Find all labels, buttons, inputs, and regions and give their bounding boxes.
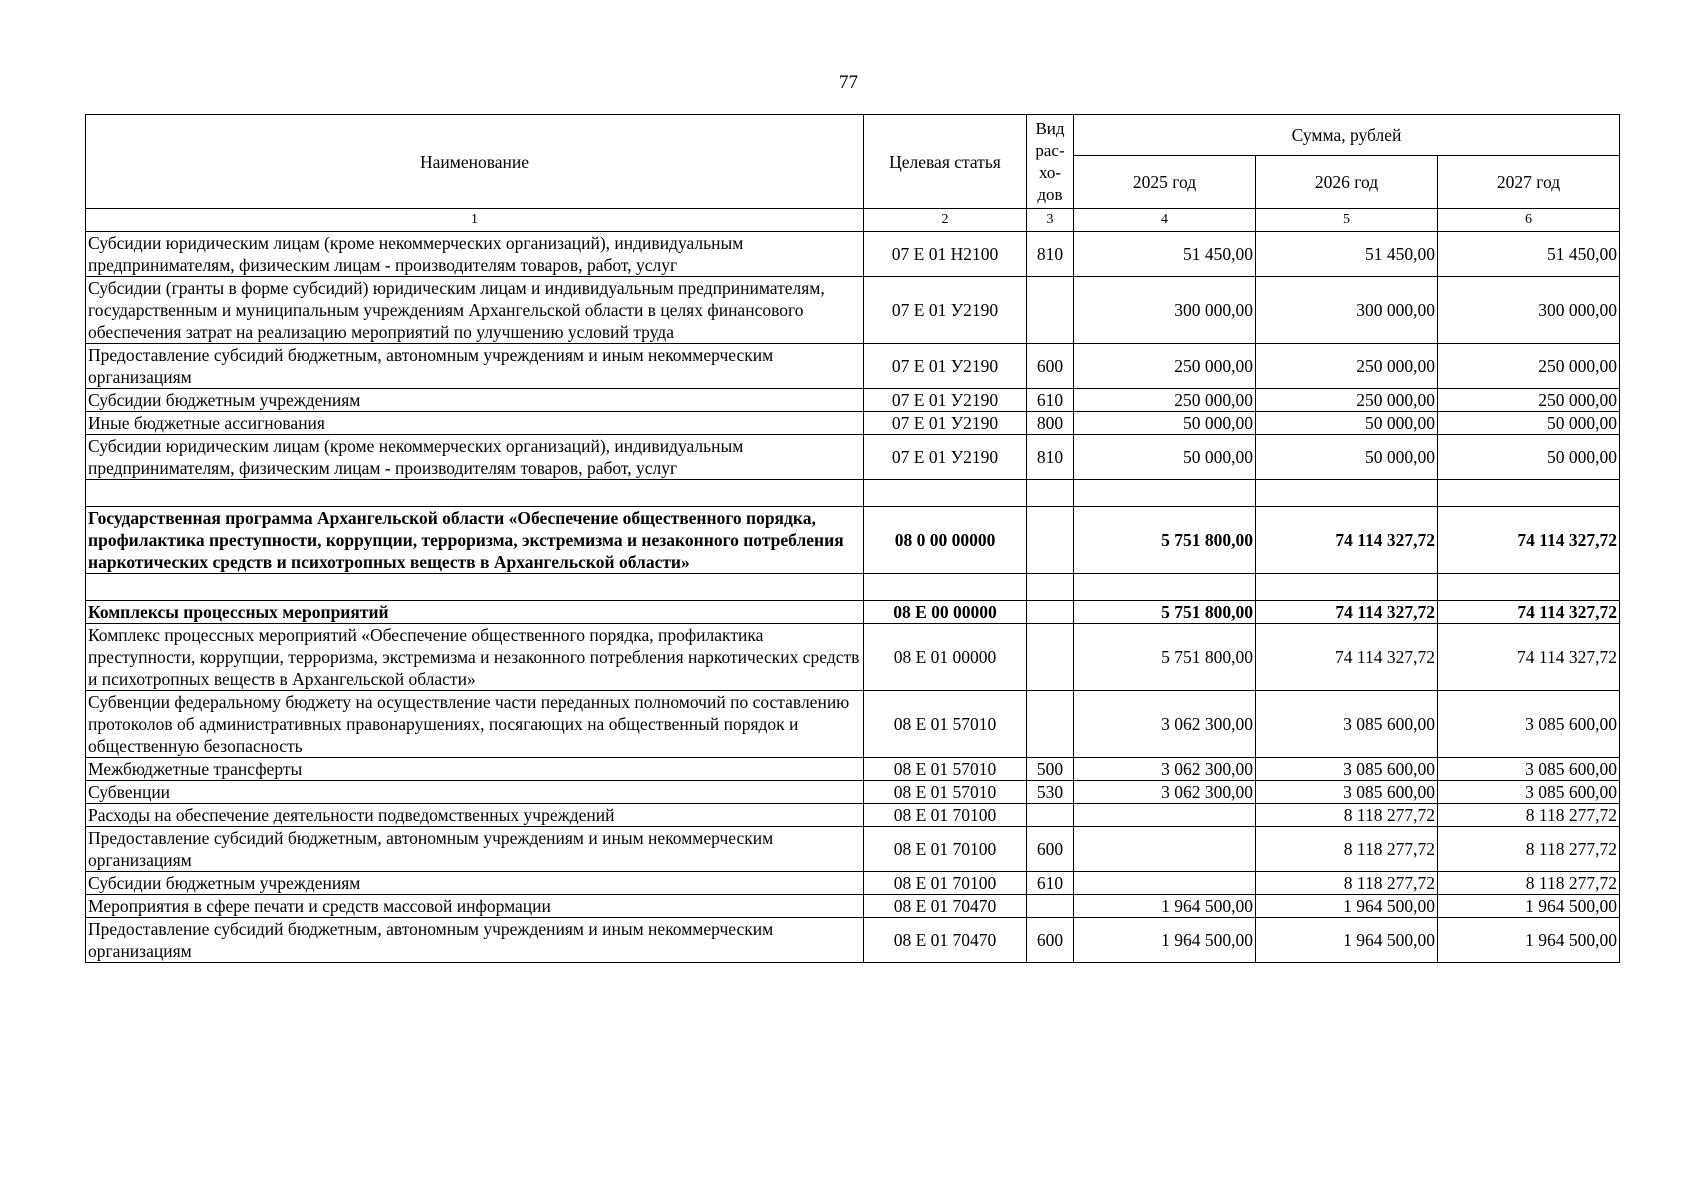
row-target-code: 08 Е 01 70470 — [864, 895, 1027, 918]
table-header — [86, 115, 1620, 232]
row-amount-2026: 250 000,00 — [1256, 389, 1438, 412]
row-expense-kind: 530 — [1027, 781, 1074, 804]
row-amount-2026: 3 085 600,00 — [1256, 758, 1438, 781]
row-target-code: 08 Е 01 57010 — [864, 781, 1027, 804]
row-amount-2027: 51 450,00 — [1438, 232, 1620, 277]
row-name: Предоставление субсидий бюджетным, автономным учреждениям и иным некоммерческим организациям — [86, 827, 864, 872]
row-name: Межбюджетные трансферты — [86, 758, 864, 781]
table-row-complexes — [86, 601, 1620, 624]
row-target-code: 08 Е 01 00000 — [864, 624, 1027, 691]
row-amount-2026: 74 114 327,72 — [1256, 507, 1438, 574]
row-expense-kind — [1027, 601, 1074, 624]
row-amount-2027: 50 000,00 — [1438, 435, 1620, 480]
row-name: Расходы на обеспечение деятельности подведомственных учреждений — [86, 804, 864, 827]
row-name: Субсидии юридическим лицам (кроме некоммерческих организаций), индивидуальным предпринимателям, физическим лицам - производителям товаров, работ, услуг — [86, 232, 864, 277]
row-expense-kind — [1027, 507, 1074, 574]
table-row — [86, 389, 1620, 412]
row-target-code: 08 Е 01 70100 — [864, 872, 1027, 895]
column-numbers-row — [86, 209, 1620, 232]
spacer-row — [86, 574, 1620, 601]
column-number: 6 — [1438, 209, 1620, 232]
row-amount-2027: 3 085 600,00 — [1438, 758, 1620, 781]
header-target: Целевая статья — [864, 115, 1027, 209]
row-amount-2025: 1 964 500,00 — [1074, 918, 1256, 963]
row-target-code: 07 Е 01 Н2100 — [864, 232, 1027, 277]
column-number: 2 — [864, 209, 1027, 232]
row-name: Субсидии бюджетным учреждениям — [86, 872, 864, 895]
row-expense-kind: 810 — [1027, 232, 1074, 277]
row-amount-2027: 8 118 277,72 — [1438, 872, 1620, 895]
row-name: Субсидии (гранты в форме субсидий) юридическим лицам и индивидуальным предпринимателям, государственным и муниципальным учреждениям Архангельской области в целях финансового обеспечения затрат на реализацию мероприятий по улучшению условий труда — [86, 277, 864, 344]
row-amount-2027: 74 114 327,72 — [1438, 507, 1620, 574]
row-target-code: 08 Е 01 57010 — [864, 691, 1027, 758]
page-number: 77 — [839, 72, 858, 93]
column-number: 3 — [1027, 209, 1074, 232]
row-name: Субсидии юридическим лицам (кроме некоммерческих организаций), индивидуальным предпринимателям, физическим лицам - производителям товаров, работ, услуг — [86, 435, 864, 480]
row-amount-2026: 1 964 500,00 — [1256, 895, 1438, 918]
table-row — [86, 827, 1620, 872]
row-amount-2027: 1 964 500,00 — [1438, 918, 1620, 963]
row-expense-kind — [1027, 804, 1074, 827]
row-amount-2025: 250 000,00 — [1074, 389, 1256, 412]
row-expense-kind — [1027, 277, 1074, 344]
header-sum: Сумма, рублей — [1074, 115, 1620, 156]
table-row-program — [86, 507, 1620, 574]
table-row — [86, 277, 1620, 344]
row-amount-2025 — [1074, 827, 1256, 872]
row-amount-2025 — [1074, 872, 1256, 895]
row-amount-2025: 250 000,00 — [1074, 344, 1256, 389]
spacer-row — [86, 480, 1620, 507]
row-amount-2027: 8 118 277,72 — [1438, 804, 1620, 827]
row-amount-2025: 5 751 800,00 — [1074, 601, 1256, 624]
row-name: Субвенции федеральному бюджету на осуществление части переданных полномочий по составлению протоколов об административных правонарушениях, посягающих на общественный порядок и общественную безопасность — [86, 691, 864, 758]
row-target-code: 08 Е 01 70100 — [864, 804, 1027, 827]
table-row — [86, 232, 1620, 277]
row-amount-2026: 3 085 600,00 — [1256, 781, 1438, 804]
row-expense-kind: 610 — [1027, 389, 1074, 412]
row-expense-kind — [1027, 895, 1074, 918]
row-expense-kind: 600 — [1027, 918, 1074, 963]
row-amount-2027: 300 000,00 — [1438, 277, 1620, 344]
table-row — [86, 344, 1620, 389]
table-row — [86, 781, 1620, 804]
row-expense-kind: 500 — [1027, 758, 1074, 781]
row-amount-2026: 1 964 500,00 — [1256, 918, 1438, 963]
column-number: 5 — [1256, 209, 1438, 232]
row-name: Государственная программа Архангельской области «Обеспечение общественного порядка, профилактика преступности, коррупции, терроризма, экстремизма и незаконного потребления наркотических средств и психотропных веществ в Архангельской области» — [86, 507, 864, 574]
header-kind: Вид рас-хо-дов — [1027, 115, 1074, 209]
row-amount-2027: 250 000,00 — [1438, 344, 1620, 389]
row-expense-kind — [1027, 624, 1074, 691]
row-expense-kind: 600 — [1027, 344, 1074, 389]
row-name: Комплексы процессных мероприятий — [86, 601, 864, 624]
column-number: 4 — [1074, 209, 1256, 232]
row-name: Субсидии бюджетным учреждениям — [86, 389, 864, 412]
row-amount-2025: 300 000,00 — [1074, 277, 1256, 344]
row-target-code: 08 Е 01 70470 — [864, 918, 1027, 963]
row-name: Предоставление субсидий бюджетным, автономным учреждениям и иным некоммерческим организациям — [86, 918, 864, 963]
row-expense-kind — [1027, 691, 1074, 758]
row-expense-kind: 600 — [1027, 827, 1074, 872]
row-name: Предоставление субсидий бюджетным, автономным учреждениям и иным некоммерческим организациям — [86, 344, 864, 389]
row-target-code: 08 Е 01 70100 — [864, 827, 1027, 872]
row-amount-2025: 5 751 800,00 — [1074, 624, 1256, 691]
table-row — [86, 691, 1620, 758]
row-amount-2027: 3 085 600,00 — [1438, 691, 1620, 758]
table-row — [86, 918, 1620, 963]
row-amount-2026: 300 000,00 — [1256, 277, 1438, 344]
row-amount-2025: 50 000,00 — [1074, 412, 1256, 435]
row-amount-2025 — [1074, 804, 1256, 827]
row-amount-2025: 3 062 300,00 — [1074, 781, 1256, 804]
table-row — [86, 895, 1620, 918]
row-amount-2025: 1 964 500,00 — [1074, 895, 1256, 918]
row-amount-2026: 74 114 327,72 — [1256, 624, 1438, 691]
row-target-code: 08 0 00 00000 — [864, 507, 1027, 574]
row-amount-2026: 50 000,00 — [1256, 435, 1438, 480]
row-amount-2026: 250 000,00 — [1256, 344, 1438, 389]
row-expense-kind: 610 — [1027, 872, 1074, 895]
row-amount-2025: 51 450,00 — [1074, 232, 1256, 277]
header-year-2025: 2025 год — [1074, 156, 1256, 209]
table-row — [86, 872, 1620, 895]
column-number: 1 — [86, 209, 864, 232]
row-target-code: 07 Е 01 У2190 — [864, 277, 1027, 344]
row-amount-2027: 74 114 327,72 — [1438, 601, 1620, 624]
row-amount-2027: 3 085 600,00 — [1438, 781, 1620, 804]
row-name: Иные бюджетные ассигнования — [86, 412, 864, 435]
row-amount-2026: 3 085 600,00 — [1256, 691, 1438, 758]
row-target-code: 07 Е 01 У2190 — [864, 344, 1027, 389]
row-amount-2026: 8 118 277,72 — [1256, 827, 1438, 872]
header-name: Наименование — [86, 115, 864, 209]
row-expense-kind: 800 — [1027, 412, 1074, 435]
row-name: Субвенции — [86, 781, 864, 804]
row-amount-2027: 74 114 327,72 — [1438, 624, 1620, 691]
header-year-2026: 2026 год — [1256, 156, 1438, 209]
budget-table — [85, 114, 1620, 963]
row-amount-2026: 51 450,00 — [1256, 232, 1438, 277]
row-amount-2025: 5 751 800,00 — [1074, 507, 1256, 574]
row-amount-2026: 74 114 327,72 — [1256, 601, 1438, 624]
row-target-code: 08 Е 01 57010 — [864, 758, 1027, 781]
row-amount-2026: 50 000,00 — [1256, 412, 1438, 435]
row-expense-kind: 810 — [1027, 435, 1074, 480]
row-name: Комплекс процессных мероприятий «Обеспечение общественного порядка, профилактика преступности, коррупции, терроризма, экстремизма и незаконного потребления наркотических средств и психотропных веществ в Архангельской области» — [86, 624, 864, 691]
row-amount-2027: 1 964 500,00 — [1438, 895, 1620, 918]
row-amount-2026: 8 118 277,72 — [1256, 872, 1438, 895]
table-row — [86, 758, 1620, 781]
row-target-code: 07 Е 01 У2190 — [864, 412, 1027, 435]
header-year-2027: 2027 год — [1438, 156, 1620, 209]
table-row — [86, 804, 1620, 827]
row-target-code: 07 Е 01 У2190 — [864, 389, 1027, 412]
row-target-code: 08 Е 00 00000 — [864, 601, 1027, 624]
row-amount-2025: 50 000,00 — [1074, 435, 1256, 480]
table-row — [86, 412, 1620, 435]
table-row — [86, 435, 1620, 480]
row-amount-2026: 8 118 277,72 — [1256, 804, 1438, 827]
row-amount-2027: 50 000,00 — [1438, 412, 1620, 435]
row-amount-2027: 8 118 277,72 — [1438, 827, 1620, 872]
row-name: Мероприятия в сфере печати и средств массовой информации — [86, 895, 864, 918]
row-amount-2027: 250 000,00 — [1438, 389, 1620, 412]
row-amount-2025: 3 062 300,00 — [1074, 691, 1256, 758]
row-amount-2025: 3 062 300,00 — [1074, 758, 1256, 781]
row-target-code: 07 Е 01 У2190 — [864, 435, 1027, 480]
table-row — [86, 624, 1620, 691]
